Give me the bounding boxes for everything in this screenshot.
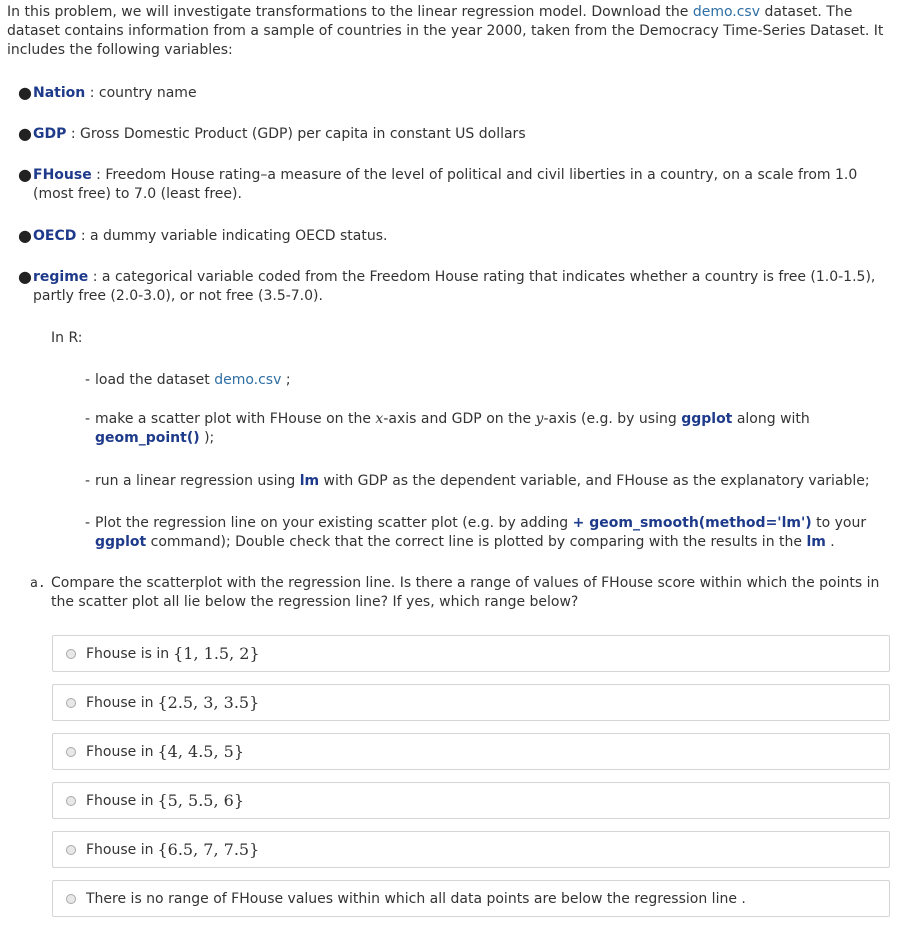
radio-icon[interactable] [66, 845, 76, 855]
option-set: {5, 5.5, 6} [157, 791, 244, 810]
code-geom-smooth: + geom_smooth(method='lm') [572, 515, 812, 531]
bullet-icon: ● [18, 83, 32, 102]
step-text: with GDP as the dependent variable, and FHouse as the explanatory variable; [319, 473, 870, 489]
variable-name: OECD [33, 228, 77, 244]
answer-option-6[interactable] [52, 880, 890, 917]
dash-marker: - [85, 372, 91, 388]
intro-text-cont: dataset. The dataset contains information from a sample of countries in the year 2000, taken from the Democracy Time-Series Dataset. It includes the following variables: [7, 4, 884, 58]
variable-desc: : a dummy variable indicating OECD status. [80, 228, 388, 244]
radio-icon[interactable] [66, 747, 76, 757]
step-text: ; [285, 372, 291, 388]
bullet-icon: ● [18, 124, 32, 143]
code-geom-point: geom_point() [95, 430, 200, 446]
radio-icon[interactable] [66, 698, 76, 708]
step-text: make a scatter plot with FHouse on the [95, 411, 376, 427]
bullet-icon: ● [18, 226, 32, 245]
variable-name: GDP [33, 126, 67, 142]
step-load [85, 371, 890, 390]
option-set: {1, 1.5, 2} [173, 644, 260, 663]
code-lm: lm [299, 473, 320, 489]
answer-option-5[interactable] [52, 831, 890, 868]
code-ggplot: ggplot [681, 411, 733, 427]
radio-icon[interactable] [66, 894, 76, 904]
y-variable: y [535, 411, 544, 427]
option-label: Fhouse in [86, 694, 154, 711]
variable-desc: : a categorical variable coded from the Freedom House rating that indicates whether a country is free (1.0-1.5), partly free (2.0-3.0), or not free (3.5-7.0). [33, 269, 876, 304]
variable-nation [18, 84, 898, 103]
intro-paragraph [7, 3, 902, 60]
variable-name: Nation [33, 85, 86, 101]
demo-csv-link[interactable]: demo.csv [692, 4, 760, 20]
step-text: command); Double check that the correct line is plotted by comparing with the results in the [146, 534, 807, 550]
variable-gdp [18, 125, 898, 144]
variable-name: FHouse [33, 167, 92, 183]
step-text: -axis and GDP on the [383, 411, 536, 427]
question-a [30, 574, 890, 612]
step-text: ); [199, 430, 215, 446]
intro-text: In this problem, we will investigate transformations to the linear regression model. Download the [7, 4, 693, 20]
option-label: Fhouse is in [86, 645, 170, 662]
step-plot [85, 514, 890, 552]
bullet-icon: ● [18, 267, 32, 286]
question-text: Compare the scatterplot with the regression line. Is there a range of values of FHouse score within which the points in the scatter plot all lie below the regression line? If yes, which range below? [51, 575, 880, 610]
code-ggplot: ggplot [95, 534, 147, 550]
option-label: Fhouse in [86, 841, 154, 858]
step-regress [85, 472, 890, 491]
in-r-label: In R: [51, 330, 83, 346]
x-variable: x [375, 411, 384, 427]
step-text: run a linear regression using [95, 473, 300, 489]
variable-desc: : Gross Domestic Product (GDP) per capita in constant US dollars [70, 126, 526, 142]
variable-name: regime [33, 269, 89, 285]
step-text: along with [732, 411, 810, 427]
answer-option-4[interactable] [52, 782, 890, 819]
option-set: {2.5, 3, 3.5} [157, 693, 260, 712]
step-scatter [85, 410, 890, 448]
demo-csv-link[interactable]: demo.csv [214, 372, 282, 388]
option-label: Fhouse in [86, 743, 154, 760]
option-set: {4, 4.5, 5} [157, 742, 244, 761]
dash-marker: - [85, 411, 91, 427]
step-text: to your [811, 515, 867, 531]
step-text: -axis (e.g. by using [543, 411, 682, 427]
variable-desc: : Freedom House rating–a measure of the level of political and civil liberties in a country, on a scale from 1.0 (most free) to 7.0 (least free). [33, 167, 858, 202]
variable-fhouse [18, 166, 898, 204]
radio-icon[interactable] [66, 649, 76, 659]
option-set: {6.5, 7, 7.5} [157, 840, 260, 859]
variable-oecd [18, 227, 898, 246]
answer-option-2[interactable] [52, 684, 890, 721]
dash-marker: - [85, 515, 91, 531]
variable-regime [18, 268, 898, 306]
step-text: Plot the regression line on your existing scatter plot (e.g. by adding [95, 515, 573, 531]
step-text: load the dataset [95, 372, 215, 388]
bullet-icon: ● [18, 165, 32, 184]
code-lm: lm [806, 534, 826, 550]
variable-desc: : country name [89, 85, 197, 101]
answer-option-1[interactable] [52, 635, 890, 672]
step-text: . [825, 534, 835, 550]
option-label: There is no range of FHouse values within which all data points are below the regression line . [86, 890, 746, 907]
option-label: Fhouse in [86, 792, 154, 809]
question-label: a. [30, 576, 46, 591]
dash-marker: - [85, 473, 91, 489]
answer-option-3[interactable] [52, 733, 890, 770]
radio-icon[interactable] [66, 796, 76, 806]
